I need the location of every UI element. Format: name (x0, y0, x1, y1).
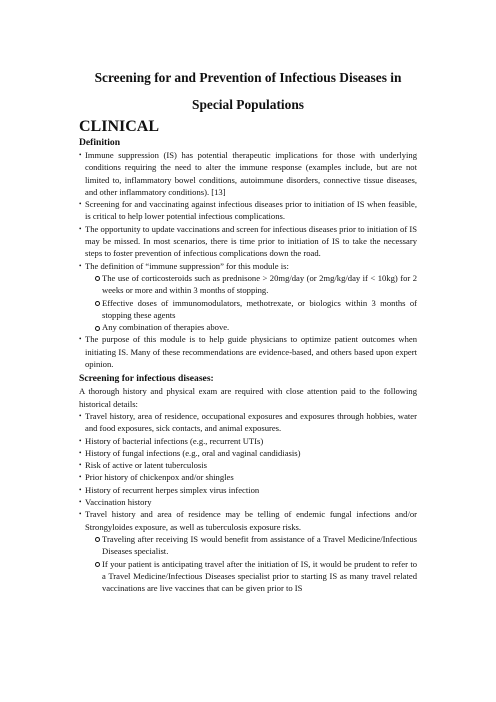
section-heading: CLINICAL (79, 118, 160, 135)
definition-sub-list (85, 272, 417, 333)
list-item: • History of fungal infections (e.g., oral and vaginal candidiasis) (79, 447, 417, 459)
list-item: • Travel history and area of residence may be telling of endemic fungal infections and/or Strongyloides exposure, as well as tuberculosis exposure risks. Traveling after receiving IS would benefit from assistance of a Travel Medicine/Infectious Diseases specialist. If your patient is anticipating travel after the initiation of IS, it would be prudent to refer to a Travel Medicine/Infectious Diseases specialist prior to starting IS as many travel related vaccinations are live vaccines that can be given prior to IS (79, 508, 417, 594)
definition-list (79, 149, 417, 370)
screening-intro: A thorough history and physical exam are required with close attention paid to the following historical details: (79, 386, 417, 409)
list-item: • The definition of “immune suppression” for this module is: The use of corticosteroids such as prednisone > 20mg/day (or 2mg/kg/day if < 10kg) for 2 weeks or more and within 3 months of stopping. Effective doses of immunomodulators, methotrexate, or biologics within 3 months of stopping these agents Any combination of therapies above. (79, 260, 417, 334)
list-item: • Travel history, area of residence, occupational exposures and exposures through hobbies, water and food exposures, sick contacts, and animal exposures. (79, 410, 417, 435)
definition-heading: Definition (79, 137, 121, 148)
list-item: • History of bacterial infections (e.g., recurrent UTIs) (79, 435, 417, 447)
travel-sub-list (85, 533, 417, 594)
screening-list (79, 410, 417, 594)
list-item: • Screening for and vaccinating against infectious diseases prior to initiation of IS when feasible, is critical to help lower potential infectious complications. (79, 198, 417, 223)
title-line-2: Special Populations (192, 97, 304, 112)
sub-list-item: If your patient is anticipating travel after the initiation of IS, it would be prudent to refer to a Travel Medicine/Infectious Diseases specialist prior to starting IS as many travel related vaccinations are live vaccines that can be given prior to IS (95, 558, 417, 595)
list-item: • The opportunity to update vaccinations and screen for infectious diseases prior to initiation of IS may be missed. In most scenarios, there is time prior to initiation of IS to take the necessary steps to foster prevention of infectious complications down the road. (79, 223, 417, 260)
list-item: • The purpose of this module is to help guide physicians to optimize patient outcomes when initiating IS. Many of these recommendations are evidence-based, and others based upon expert opinion. (79, 333, 417, 370)
list-item: • History of recurrent herpes simplex virus infection (79, 484, 417, 496)
document-body (79, 136, 417, 594)
list-item: • Risk of active or latent tuberculosis (79, 459, 417, 471)
screening-heading: Screening for infectious diseases: (79, 373, 214, 385)
sub-list-item: The use of corticosteroids such as prednisone > 20mg/day (or 2mg/kg/day if < 10kg) for 2 weeks or more and within 3 months of stopping. (95, 272, 417, 297)
title-line-1: Screening for and Prevention of Infectious Diseases in (94, 70, 402, 85)
sub-list-item: Effective doses of immunomodulators, methotrexate, or biologics within 3 months of stopping these agents (95, 297, 417, 322)
list-item: • Vaccination history (79, 496, 417, 508)
list-item: • Prior history of chickenpox and/or shingles (79, 471, 417, 483)
list-item: • Immune suppression (IS) has potential therapeutic implications for those with underlying conditions requiring the need to alter the immune response (examples include, but are not limited to, inflammatory bowel conditions, autoimmune disorders, connective tissue diseases, and other inflammatory conditions). [13] (79, 149, 417, 198)
sub-list-item: Traveling after receiving IS would benefit from assistance of a Travel Medicine/Infectious Diseases specialist. (95, 533, 417, 558)
document-title (40, 64, 456, 118)
sub-list-item: Any combination of therapies above. (95, 321, 417, 333)
